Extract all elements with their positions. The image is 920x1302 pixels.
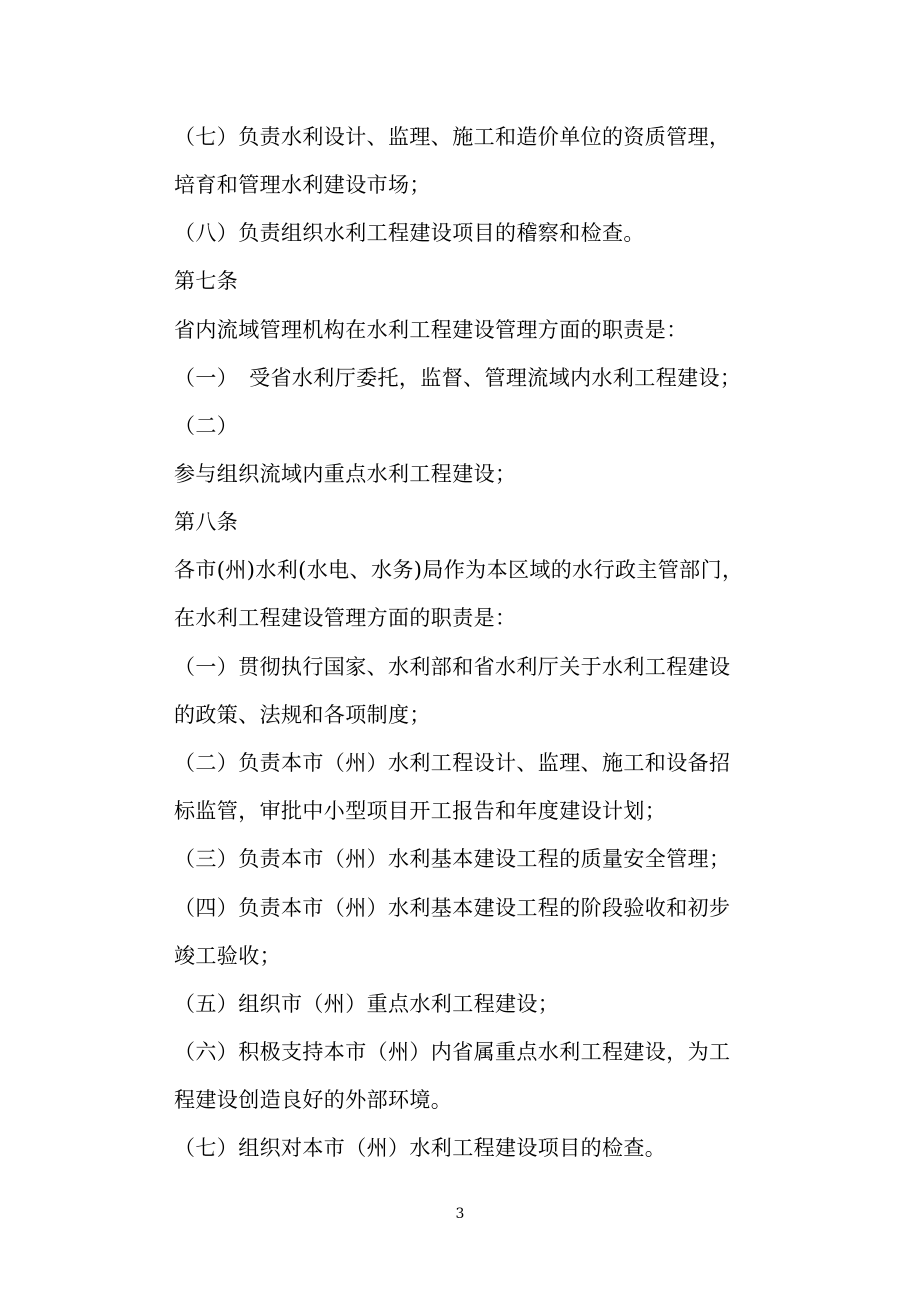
text-line: （四）负责本市（州）水利基本建设工程的阶段验收和初步	[174, 896, 731, 920]
text-line: （八）负责组织水利工程建设项目的稽察和检查。	[174, 221, 645, 245]
text-line: 的政策、法规和各项制度；	[174, 703, 431, 727]
text-line: 参与组织流域内重点水利工程建设；	[174, 462, 517, 486]
text-line: 省内流域管理机构在水利工程建设管理方面的职责是：	[174, 318, 688, 342]
article-heading: 第八条	[174, 510, 239, 534]
text-line: （三）负责本市（州）水利基本建设工程的质量安全管理；	[174, 847, 731, 871]
text-line: （五）组织市（州）重点水利工程建设；	[174, 992, 560, 1016]
text-line: （二）负责本市（州）水利工程设计、监理、施工和设备招	[174, 751, 731, 775]
page-number: 3	[455, 1206, 465, 1222]
text-line: 标监管，审批中小型项目开工报告和年度建设计划；	[174, 799, 667, 823]
text-line: （一） 受省水利厅委托，监督、管理流域内水利工程建设；	[174, 366, 742, 390]
text-line: （一）贯彻执行国家、水利部和省水利厅关于水利工程建设	[174, 655, 731, 679]
text-line: 各市(州)水利(水电、水务)局作为本区域的水行政主管部门，	[174, 558, 744, 582]
text-line: （七）负责水利设计、监理、施工和造价单位的资质管理，	[174, 125, 731, 149]
article-heading: 第七条	[174, 269, 239, 293]
text-line: 竣工验收；	[174, 944, 281, 968]
text-line: 程建设创造良好的外部环境。	[174, 1088, 453, 1112]
text-line: （二）	[174, 414, 239, 438]
text-line: 在水利工程建设管理方面的职责是：	[174, 606, 517, 630]
text-line: （六）积极支持本市（州）内省属重点水利工程建设，为工	[174, 1040, 731, 1064]
text-line: （七）组织对本市（州）水利工程建设项目的检查。	[174, 1136, 667, 1160]
text-line: 培育和管理水利建设市场；	[174, 173, 431, 197]
